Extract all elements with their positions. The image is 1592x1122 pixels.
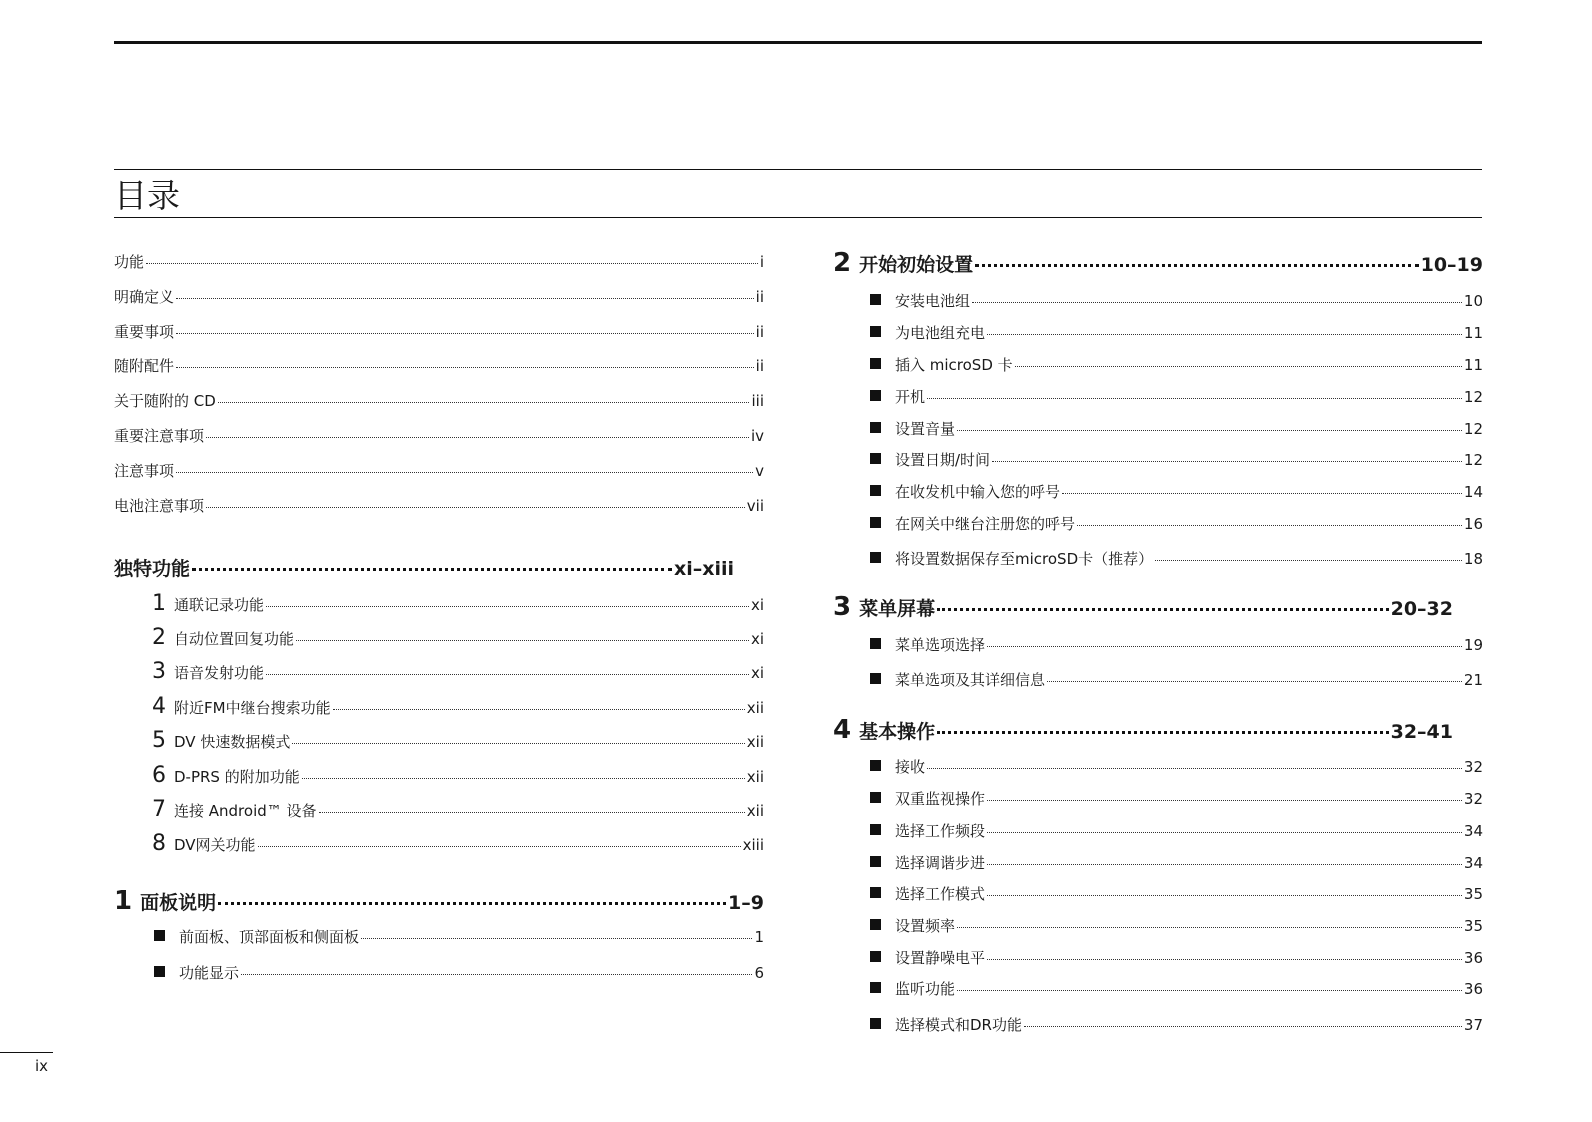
toc-section-heading[interactable]: 4 基本操作 32–41 [833,715,1453,745]
toc-entry[interactable]: 2 自动位置回复功能 xi [152,625,764,650]
toc-entry[interactable]: 选择调谐步进 34 [870,852,1483,873]
leader-dots [176,333,754,334]
leader-dots [937,731,1389,734]
square-bullet-icon [870,919,881,930]
toc-entry[interactable]: 选择工作模式 35 [870,883,1483,904]
toc-entry[interactable]: 设置音量 12 [870,418,1483,439]
page-number-rule [0,1052,53,1053]
square-bullet-icon [870,1018,881,1029]
leader-dots [992,461,1462,462]
leader-dots [258,846,741,847]
leader-dots [146,263,758,264]
leader-dots [361,938,752,939]
square-bullet-icon [870,856,881,867]
toc-entry[interactable]: 菜单选项选择 19 [870,634,1483,655]
leader-dots [927,768,1462,769]
leader-dots [266,674,749,675]
toc-entry[interactable]: 明确定义 ii [114,288,764,306]
toc-entry[interactable]: 6 D-PRS 的附加功能 xii [152,763,764,788]
toc-entry[interactable]: 重要注意事项 iv [114,427,764,445]
leader-dots [296,640,749,641]
leader-dots [957,927,1462,928]
leader-dots [987,334,1462,335]
square-bullet-icon [870,390,881,401]
toc-entry[interactable]: 选择模式和DR功能 37 [870,1014,1483,1035]
toc-entry[interactable]: 设置频率 35 [870,915,1483,936]
square-bullet-icon [870,792,881,803]
square-bullet-icon [870,824,881,835]
leader-dots [987,832,1462,833]
toc-entry[interactable]: 随附配件 ii [114,357,764,375]
toc-entry[interactable]: 设置日期/时间 12 [870,449,1483,470]
leader-dots [206,507,745,508]
toc-entry[interactable]: 7 连接 Android™ 设备 xii [152,797,764,822]
toc-entry[interactable]: 8 DV网关功能 xiii [152,831,764,856]
toc-entry[interactable]: 重要事项 ii [114,323,764,341]
square-bullet-icon [870,294,881,305]
toc-section-heading[interactable]: 2 开始初始设置 10–19 [833,248,1483,278]
leader-dots [1024,1026,1462,1027]
leader-dots [302,778,745,779]
square-bullet-icon [154,966,165,977]
leader-dots [957,990,1462,991]
page-title: 目录 [114,176,180,215]
leader-dots [176,367,754,368]
toc-entry[interactable]: 1 通联记录功能 xi [152,591,764,616]
toc-entry[interactable]: 设置静噪电平 36 [870,947,1483,968]
leader-dots [241,974,752,975]
title-rule-top [114,169,1482,170]
toc-entry[interactable]: 将设置数据保存至microSD卡（推荐） 18 [870,548,1483,569]
toc-entry[interactable]: 5 DV 快速数据模式 xii [152,728,764,753]
leader-dots [987,646,1462,647]
toc-entry[interactable]: 开机 12 [870,386,1483,407]
toc-entry[interactable]: 在网关中继台注册您的呼号 16 [870,513,1483,534]
square-bullet-icon [870,887,881,898]
toc-section-heading[interactable]: 1 面板说明 1–9 [114,886,764,916]
toc-entry[interactable]: 关于随附的 CD iii [114,392,764,410]
square-bullet-icon [870,326,881,337]
toc-entry[interactable]: 接收 32 [870,756,1483,777]
top-rule [114,41,1482,44]
toc-entry[interactable]: 电池注意事项 vii [114,497,764,515]
leader-dots [218,902,726,905]
square-bullet-icon [870,760,881,771]
toc-entry[interactable]: 安装电池组 10 [870,290,1483,311]
leader-dots [927,398,1462,399]
toc-entry[interactable]: 为电池组充电 11 [870,322,1483,343]
square-bullet-icon [870,552,881,563]
leader-dots [972,302,1462,303]
square-bullet-icon [870,453,881,464]
toc-entry[interactable]: 注意事项 v [114,462,764,480]
page-number: ix [35,1057,49,1075]
square-bullet-icon [870,485,881,496]
leader-dots [192,568,672,571]
leader-dots [1077,525,1462,526]
leader-dots [1062,493,1462,494]
leader-dots [1047,681,1462,682]
leader-dots [987,959,1462,960]
square-bullet-icon [870,638,881,649]
leader-dots [1015,366,1462,367]
toc-entry[interactable]: 菜单选项及其详细信息 21 [870,669,1483,690]
leader-dots [975,264,1419,267]
leader-dots [218,402,750,403]
square-bullet-icon [870,422,881,433]
toc-section-heading[interactable]: 独特功能 xi–xiii [114,558,734,580]
square-bullet-icon [870,517,881,528]
toc-entry[interactable]: 双重监视操作 32 [870,788,1483,809]
toc-entry[interactable]: 功能显示 6 [154,962,764,983]
square-bullet-icon [154,930,165,941]
square-bullet-icon [870,982,881,993]
leader-dots [176,472,753,473]
toc-entry[interactable]: 监听功能 36 [870,978,1483,999]
toc-entry[interactable]: 选择工作频段 34 [870,820,1483,841]
leader-dots [176,298,754,299]
toc-entry[interactable]: 插入 microSD 卡 11 [870,354,1483,375]
leader-dots [319,812,745,813]
toc-entry[interactable]: 前面板、顶部面板和侧面板 1 [154,926,764,947]
leader-dots [987,895,1462,896]
toc-entry[interactable]: 功能 i [114,253,764,271]
square-bullet-icon [870,358,881,369]
leader-dots [333,709,745,710]
toc-entry[interactable]: 4 附近FM中继台搜索功能 xii [152,694,764,719]
leader-dots [987,864,1462,865]
leader-dots [937,608,1389,611]
square-bullet-icon [870,673,881,684]
title-rule-bottom [114,217,1482,218]
leader-dots [206,437,749,438]
leader-dots [292,743,744,744]
toc-section-heading[interactable]: 3 菜单屏幕 20–32 [833,592,1453,622]
toc-entry[interactable]: 在收发机中输入您的呼号 14 [870,481,1483,502]
toc-entry[interactable]: 3 语音发射功能 xi [152,659,764,684]
square-bullet-icon [870,951,881,962]
leader-dots [957,430,1462,431]
leader-dots [987,800,1462,801]
leader-dots [1155,560,1462,561]
leader-dots [266,606,749,607]
